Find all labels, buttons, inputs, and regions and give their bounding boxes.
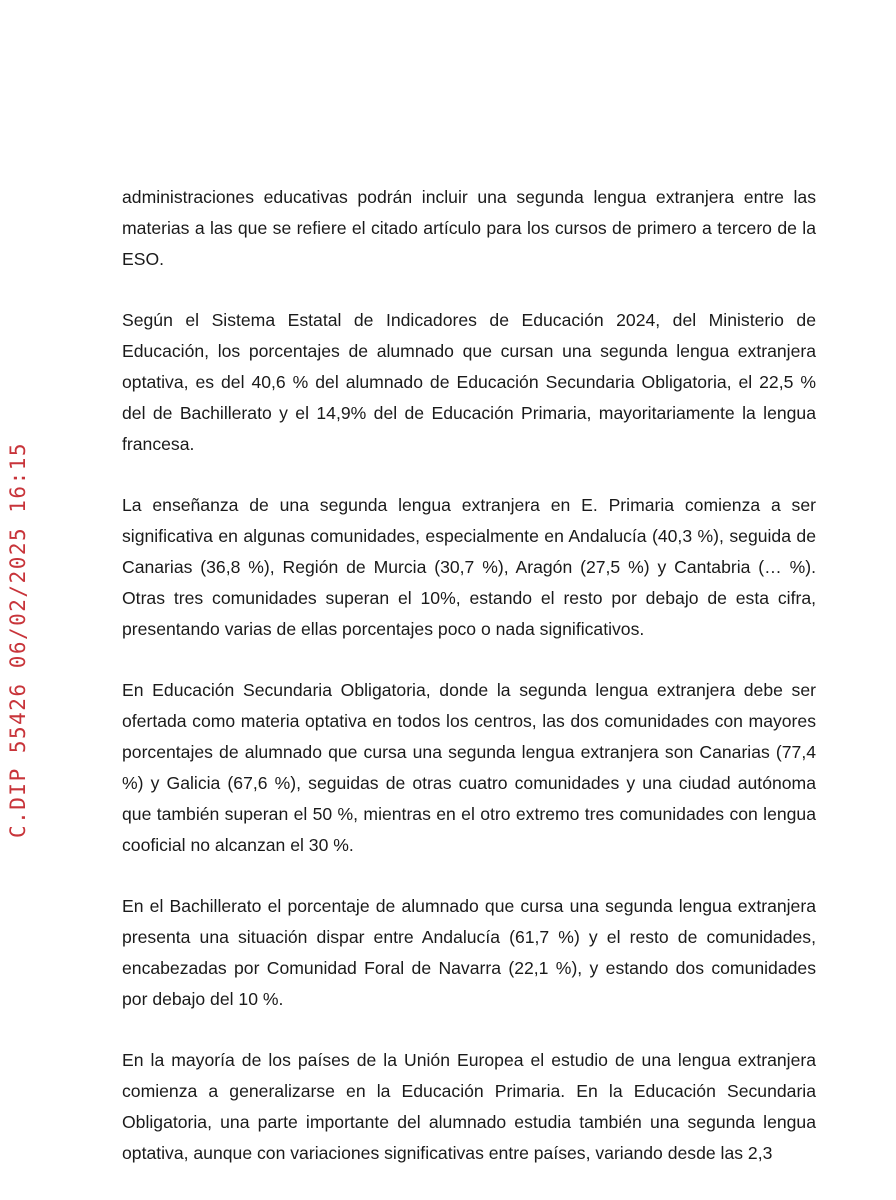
paragraph-2: Según el Sistema Estatal de Indicadores de Educación 2024, del Ministerio de Educación, los porcentajes de alumnado que cursan una segunda lengua extranjera optativa, es del 40,6 % del alumnado de Educación Secundaria Obligatoria, el 22,5 % del de Bachillerato y el 14,9% del de Educación Primaria, mayoritariamente la lengua francesa.	[122, 310, 816, 454]
registry-stamp	[0, 441, 36, 839]
paragraph-3: La enseñanza de una segunda lengua extranjera en E. Primaria comienza a ser significativa en algunas comunidades, especialmente en Andalucía (40,3 %), seguida de Canarias (36,8 %), Región de Murcia (30,7 %), Aragón (27,5 %) y Cantabria (… %). Otras tres comunidades superan el 10%, estando el resto por debajo de esta cifra, presentando varias de ellas porcentajes poco o nada significativos.	[122, 495, 816, 639]
registry-stamp-text: C.DIP 55426 06/02/2025 16:15	[6, 441, 31, 839]
paragraph-6: En la mayoría de los países de la Unión Europea el estudio de una lengua extranjera comienza a generalizarse en la Educación Primaria. En la Educación Secundaria Obligatoria, una parte importante del alumnado estudia también una segunda lengua optativa, aunque con variaciones significativas entre países, variando desde las 2,3	[122, 1050, 816, 1163]
paragraph-5: En el Bachillerato el porcentaje de alumnado que cursa una segunda lengua extranjera presenta una situación dispar entre Andalucía (61,7 %) y el resto de comunidades, encabezadas por Comunidad Foral de Navarra (22,1 %), y estando dos comunidades por debajo del 10 %.	[122, 896, 816, 1009]
paragraph-4: En Educación Secundaria Obligatoria, donde la segunda lengua extranjera debe ser ofertada como materia optativa en todos los centros, las dos comunidades con mayores porcentajes de alumnado que cursa una segunda lengua extranjera son Canarias (77,4 %) y Galicia (67,6 %), seguidas de otras cuatro comunidades y una ciudad autónoma que también superan el 50 %, mientras en el otro extremo tres comunidades con lengua cooficial no alcanzan el 30 %.	[122, 680, 816, 855]
paragraph-1: administraciones educativas podrán incluir una segunda lengua extranjera entre las materias a las que se refiere el citado artículo para los cursos de primero a tercero de la ESO.	[122, 187, 816, 269]
document-body	[122, 182, 816, 1199]
